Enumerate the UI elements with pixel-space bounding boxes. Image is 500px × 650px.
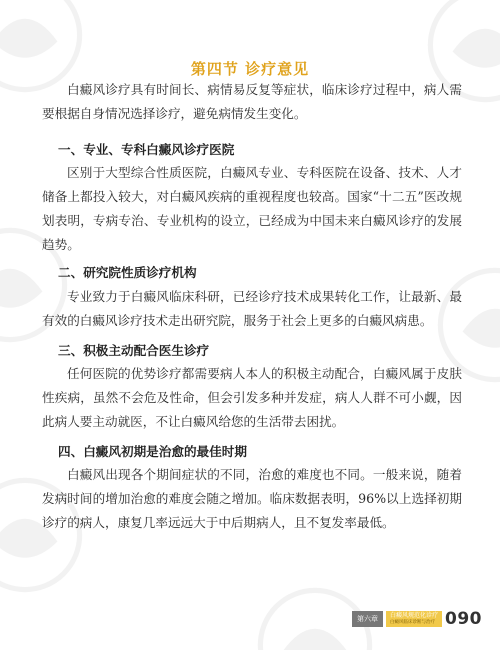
intro-paragraph: 白癜风诊疗具有时间长、病情易反复等症状，临床诊疗过程中，病人需要根据自身情况选择诊疗，避免病情发生变化。 bbox=[42, 82, 462, 121]
section-heading: 一、专业、专科白癜风诊疗医院 bbox=[58, 142, 235, 157]
section-heading: 四、白癜风初期是治愈的最佳时期 bbox=[58, 444, 247, 459]
section-body: 专业致力于白癜风临床科研，已经诊疗技术成果转化工作，让最新、最有效的白癜风诊疗技术走出研究院，服务于社会上更多的白癜风病患。 bbox=[42, 289, 462, 328]
section-heading: 三、积极主动配合医生诊疗 bbox=[58, 343, 210, 358]
book-tag bbox=[386, 611, 442, 627]
section-body: 白癜风出现各个期间症状的不同，治愈的难度也不同。一般来说，随着发病时间的增加治愈的难度会随之增加。临床数据表明，96%以上选择初期诊疗的病人，康复几率远远大于中后期病人，且不复发率最低。 bbox=[42, 467, 462, 530]
page-footer bbox=[352, 610, 482, 628]
section-body: 任何医院的优势诊疗都需要病人本人的积极主动配合，白癜风属于皮肤性疾病，虽然不会危及性命，但会引发多种并发症，病人人群不可小觑，因此病人要主动就医，不让白癜风给您的生活带去困扰。 bbox=[42, 366, 462, 429]
book-title: 白癜风规范化诊疗 bbox=[389, 612, 438, 619]
book-subtitle: 白癜风临床诊断与治疗 bbox=[389, 620, 435, 625]
chapter-tag: 第六章 bbox=[352, 611, 383, 627]
section-body: 区别于大型综合性质医院，白癜风专业、专科医院在设备、技术、人才储备上都投入较大，对白癜风疾病的重视程度也较高。国家“十二五”医改规划表明，专病专治、专业机构的设立，已经成为中国未来白癜风诊疗的发展趋势。 bbox=[42, 165, 462, 252]
page-number: 090 bbox=[445, 609, 482, 629]
section-heading: 二、研究院性质诊疗机构 bbox=[58, 265, 197, 280]
section-title: 第四节 诊疗意见 bbox=[190, 60, 310, 79]
